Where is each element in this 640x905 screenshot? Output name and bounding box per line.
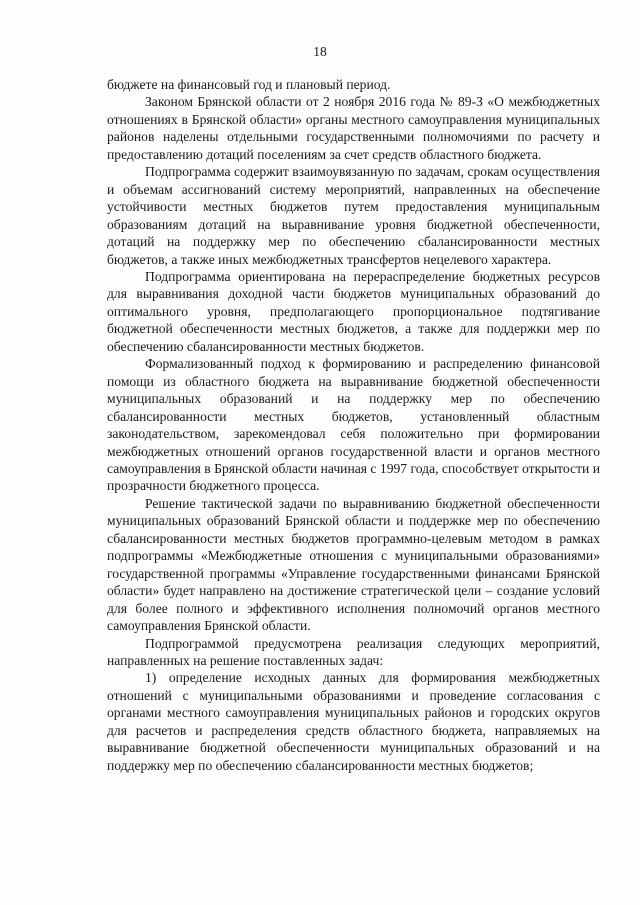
paragraph-measures-intro: Подпрограммой предусмотрена реализация следующих мероприятий, направленных на решение поставленных задач: <box>107 635 600 668</box>
paragraph-law-reference: Законом Брянской области от 2 ноября 2016 года № 89-З «О межбюджетных отношениях в Брянской области» органы местного самоуправления муниципальных районов наделены отдельными государственными полномочиями по расчету и предоставлению дотаций поселениям за счет средств областного бюджета. <box>107 94 600 162</box>
paragraph-formalized-approach: Формализованный подход к формированию и распределению финансовой помощи из областного бюджета на выравнивание бюджетной обеспеченности муниципальных образований и на поддержку мер по обеспечению сбалансированности местных бюджетов, установленный областным законодательством, зарекомендовал себя положительно при формировании межбюджетных отношений органов государственной власти и органов местного самоуправления в Брянской области начиная с 1997 года, способствует открытости и прозрачности бюджетного процесса. <box>107 356 600 494</box>
list-item-1: 1) определение исходных данных для формирования межбюджетных отношений с муниципальными образованиями и проведение согласования с органами местного самоуправления муниципальных районов и городских округов для расчетов и распределения средств областного бюджета, направляемых на выравнивание бюджетной обеспеченности муниципальных образований и на поддержку мер по обеспечению сбалансированности местных бюджетов; <box>107 670 600 773</box>
paragraph-tactical-task: Решение тактической задачи по выравниванию бюджетной обеспеченности муниципальных образований Брянской области и поддержке мер по обеспечению сбалансированности местных бюджетов программно-целевым методом в рамках подпрограммы «Межбюджетные отношения с муниципальными образованиями» государственной программы «Управление государственными финансами Брянской области» будет направлено на достижение стратегической цели – создание условий для более полного и эффективного исполнения полномочий органов местного самоуправления Брянской области. <box>107 495 600 634</box>
paragraph-subprogram-system: Подпрограмма содержит взаимоувязанную по задачам, срокам осуществления и объемам ассигнований систему мероприятий, направленных на обеспечение устойчивости местных бюджетов путем предоставления муниципальным образованиям дотаций на выравнивание уровня бюджетной обеспеченности, дотаций на поддержку мер по обеспечению сбалансированности местных бюджетов, а также иных межбюджетных трансфертов нецелевого характера. <box>107 164 600 267</box>
page-number: 18 <box>313 44 327 59</box>
paragraph-continuation: бюджете на финансовый год и плановый период. <box>107 77 391 92</box>
paragraph-subprogram-orientation: Подпрограмма ориентирована на перераспределение бюджетных ресурсов для выравнивания доходной части бюджетов муниципальных образований до оптимального уровня, предполагающего пропорциональное подтягивание бюджетной обеспеченности местных бюджетов, а также для поддержки мер по обеспечению сбалансированности местных бюджетов. <box>107 268 600 354</box>
document-body <box>107 76 600 774</box>
